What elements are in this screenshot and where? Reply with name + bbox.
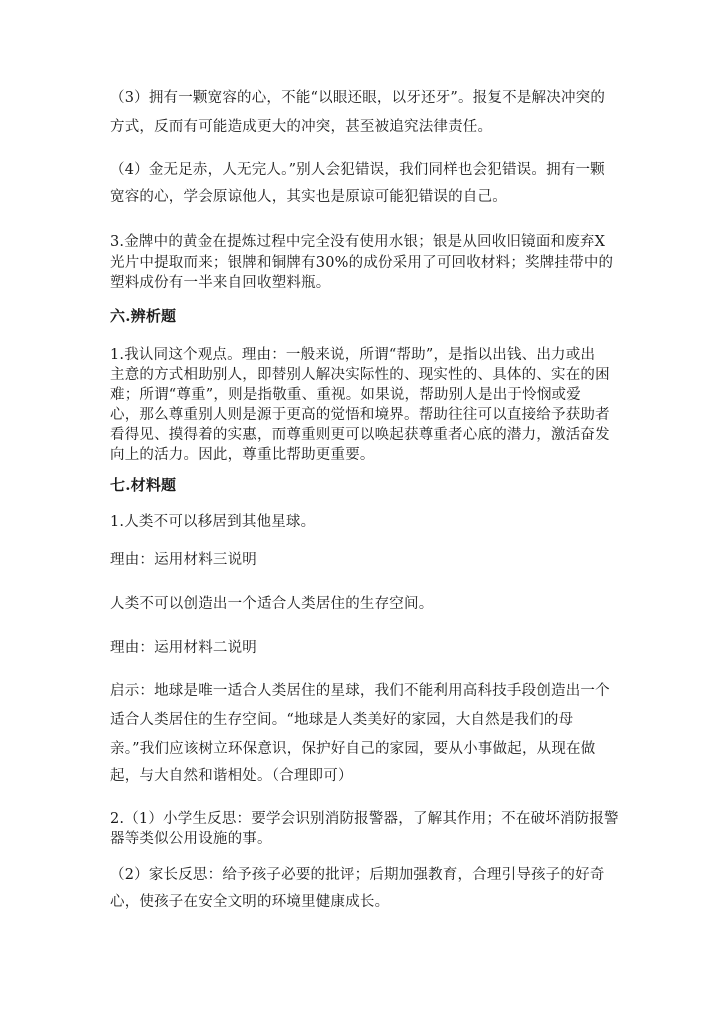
- section-7-q2-1-line-1: 2.（1）小学生反思：要学会识别消防报警器，了解其作用；不在破坏消防报警: [110, 811, 619, 827]
- answer-3-line-2: 方式，反而有可能造成更大的冲突，甚至被追究法律责任。: [110, 119, 493, 135]
- section-6-line-2: 主意的方式相助别人，即替别人解决实际性的、现实性的、具体的、实在的困: [110, 367, 610, 383]
- section-7-title: 七.材料题: [110, 476, 177, 494]
- section-6-line-4: 心，那么尊重别人则是源于更高的觉悟和境界。帮助往往可以直接给予获助者: [110, 407, 610, 423]
- section-6-line-5: 看得见、摸得着的实惠，而尊重则更可以唤起获尊重者心底的潜力，激活奋发: [110, 427, 610, 443]
- question-3-line-2: 光片中提取而来；银牌和铜牌有30%的成份采用了可回收材料；奖牌挂带中的: [110, 255, 614, 271]
- section-7-q2-1-line-2: 器等类似公用设施的事。: [110, 831, 272, 847]
- section-6-line-1: 1.我认同这个观点。理由：一般来说，所谓“帮助”，是指以出钱、出力或出: [110, 347, 596, 363]
- question-3-line-3: 塑料成份有一半来自回收塑料瓶。: [110, 275, 331, 291]
- section-7-insight-line-3: 亲。”我们应该树立环保意识，保护好自己的家园，要从小事做起，从现在做: [110, 741, 596, 757]
- section-7-q2-2-line-1: （2）家长反思：给予孩子必要的批评；后期加强教育，合理引导孩子的好奇: [110, 867, 605, 883]
- section-7-insight-line-1: 启示：地球是唯一适合人类居住的星球，我们不能利用高科技手段创造出一个: [110, 683, 610, 699]
- section-7-insight-line-2: 适合人类居住的生存空间。“地球是人类美好的家园，大自然是我们的母: [110, 712, 574, 728]
- section-7-q2-2-line-2: 心，使孩子在安全文明的环境里健康成长。: [110, 894, 390, 910]
- answer-4-line-2: 宽容的心，学会原谅他人，其实也是原谅可能犯错误的自己。: [110, 189, 507, 205]
- section-7-reason-2: 理由：运用材料二说明: [110, 640, 257, 656]
- section-7-reason-1: 理由：运用材料三说明: [110, 552, 257, 568]
- section-6-line-6: 向上的活力。因此，尊重比帮助更重要。: [110, 447, 375, 463]
- section-7-insight-line-4: 起，与大自然和谐相处。（合理即可）: [110, 768, 353, 784]
- question-3-line-1: 3.金牌中的黄金在提炼过程中完全没有使用水银；银是从回收旧镜面和废弃X: [110, 234, 606, 250]
- answer-3-line-1: （3）拥有一颗宽容的心，不能“以眼还眼，以牙还牙”。报复不是解决冲突的: [110, 90, 606, 106]
- section-6-line-3: 难；所谓“尊重”，则是指敬重、重视。如果说，帮助别人是出于怜悯或爱: [110, 387, 581, 403]
- section-7-statement-2: 人类不可以创造出一个适合人类居住的生存空间。: [110, 596, 434, 612]
- section-7-q1: 1.人类不可以移居到其他星球。: [110, 514, 316, 530]
- answer-4-line-1: （4）金无足赤，人无完人。”别人会犯错误，我们同样也会犯错误。拥有一颗: [110, 162, 605, 178]
- section-6-title: 六.辨析题: [110, 307, 177, 325]
